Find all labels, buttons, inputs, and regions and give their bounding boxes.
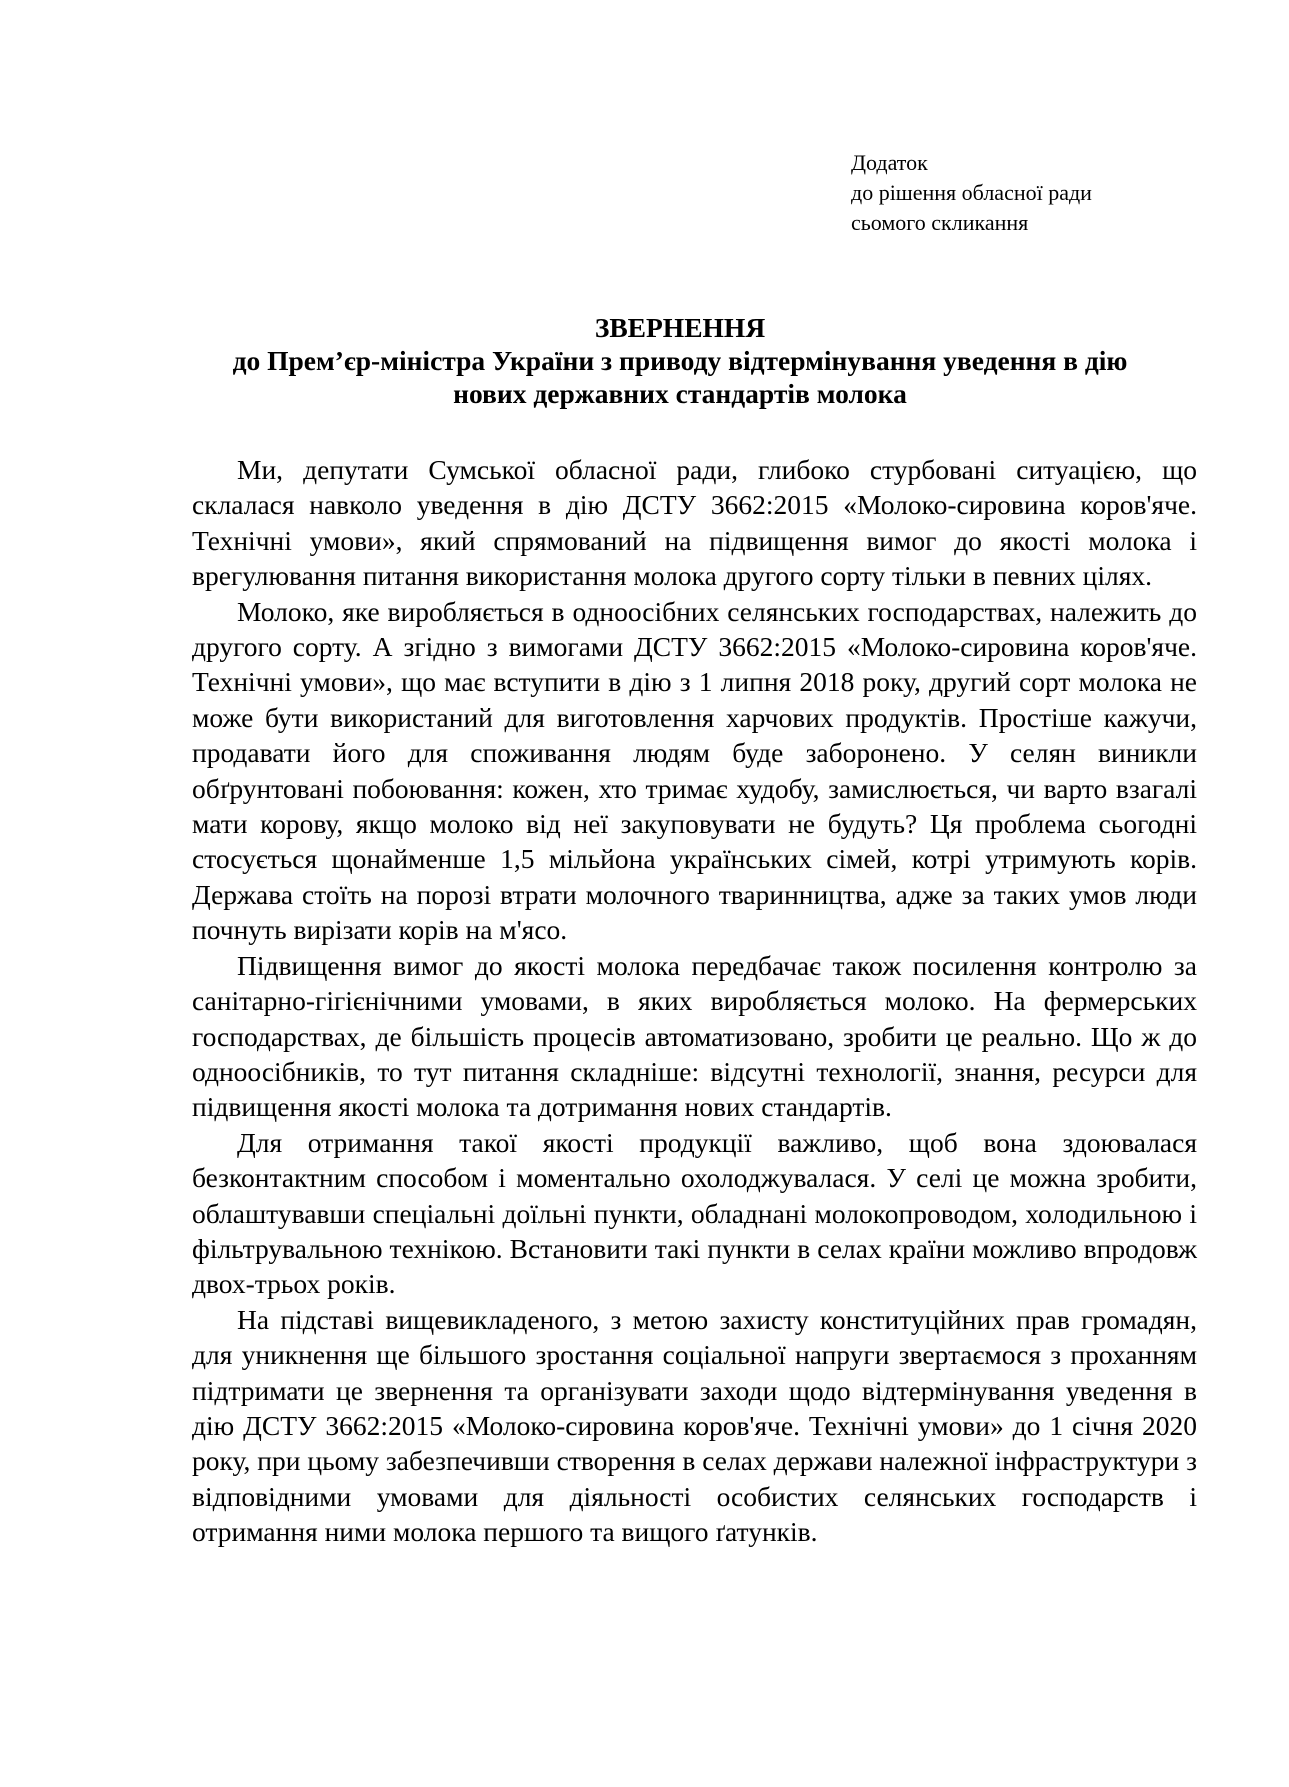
appendix-line-2: до рішення обласної ради [851,180,1092,205]
appendix-note [851,148,1092,238]
paragraph-5: На підставі вищевикладеного, з метою захисту конституційних прав громадян, для уникнення ще більшого зростання соціальної напруги звертаємося з проханням підтримати це звернення та організувати заходи щодо відтермінування уведення в дію ДСТУ 3662:2015 «Молоко-сировина коров'яче. Технічні умови» до 1 січня 2020 року, при цьому забезпечивши створення в селах держави належної інфраструктури з відповідними умовами для діяльності особистих селянських господарств і отримання ними молока першого та вищого ґатунків. [192,1303,1197,1548]
title-heading: ЗВЕРНЕННЯ [594,312,766,343]
paragraph-1: Ми, депутати Сумської обласної ради, глибоко стурбовані ситуацією, що склалася навколо уведення в дію ДСТУ 3662:2015 «Молоко-сировина коров'яче. Технічні умови», який спрямований на підвищення вимог до якості молока і врегулювання питання використання молока другого сорту тільки в певних цілях. [192,454,1197,592]
appendix-line-3: сьомого скликання [851,210,1029,235]
document-body [192,452,1197,1550]
paragraph-3: Підвищення вимог до якості молока передбачає також посилення контролю за санітарно-гігієнічними умовами, в яких виробляється молоко. На фермерських господарствах, де більшість процесів автоматизовано, зробити це реально. Що ж до одноосібників, то тут питання складніше: відсутні технології, знання, ресурси для підвищення якості молока та дотримання нових стандартів. [192,949,1197,1123]
title-subtitle-line-2: нових державних стандартів молока [453,378,907,409]
paragraph-4: Для отримання такої якості продукції важливо, щоб вона здоювалася безконтактним способом і моментально охолоджувалася. У селі це можна зробити, облаштувавши спеціальні доїльні пункти, обладнані молокопроводом, холодильною і фільтрувальною технікою. Встановити такі пункти в селах країни можливо впродовж двох-трьох років. [192,1126,1197,1300]
appendix-line-1: Додаток [851,150,928,175]
title-subtitle-line-1: до Прем’єр-міністра України з приводу відтермінування уведення в дію [232,345,1128,376]
paragraph-2: Молоко, яке виробляється в одноосібних селянських господарствах, належить до другого сорту. А згідно з вимогами ДСТУ 3662:2015 «Молоко-сировина коров'яче. Технічні умови», що має вступити в дію з 1 липня 2018 року, другий сорт молока не може бути використаний для виготовлення харчових продуктів. Простіше кажучи, продавати його для споживання людям буде заборонено. У селян виникли обґрунтовані побоювання: кожен, хто тримає худобу, замислюється, чи варто взагалі мати корову, якщо молоко від неї закуповувати не будуть? Ця проблема сьогодні стосується щонайменше 1,5 мільйона українських сімей, котрі утримують корів. Держава стоїть на порозі втрати молочного тваринництва, адже за таких умов люди почнуть вирізати корів на м'ясо. [192,595,1197,946]
document-title [130,311,1230,410]
